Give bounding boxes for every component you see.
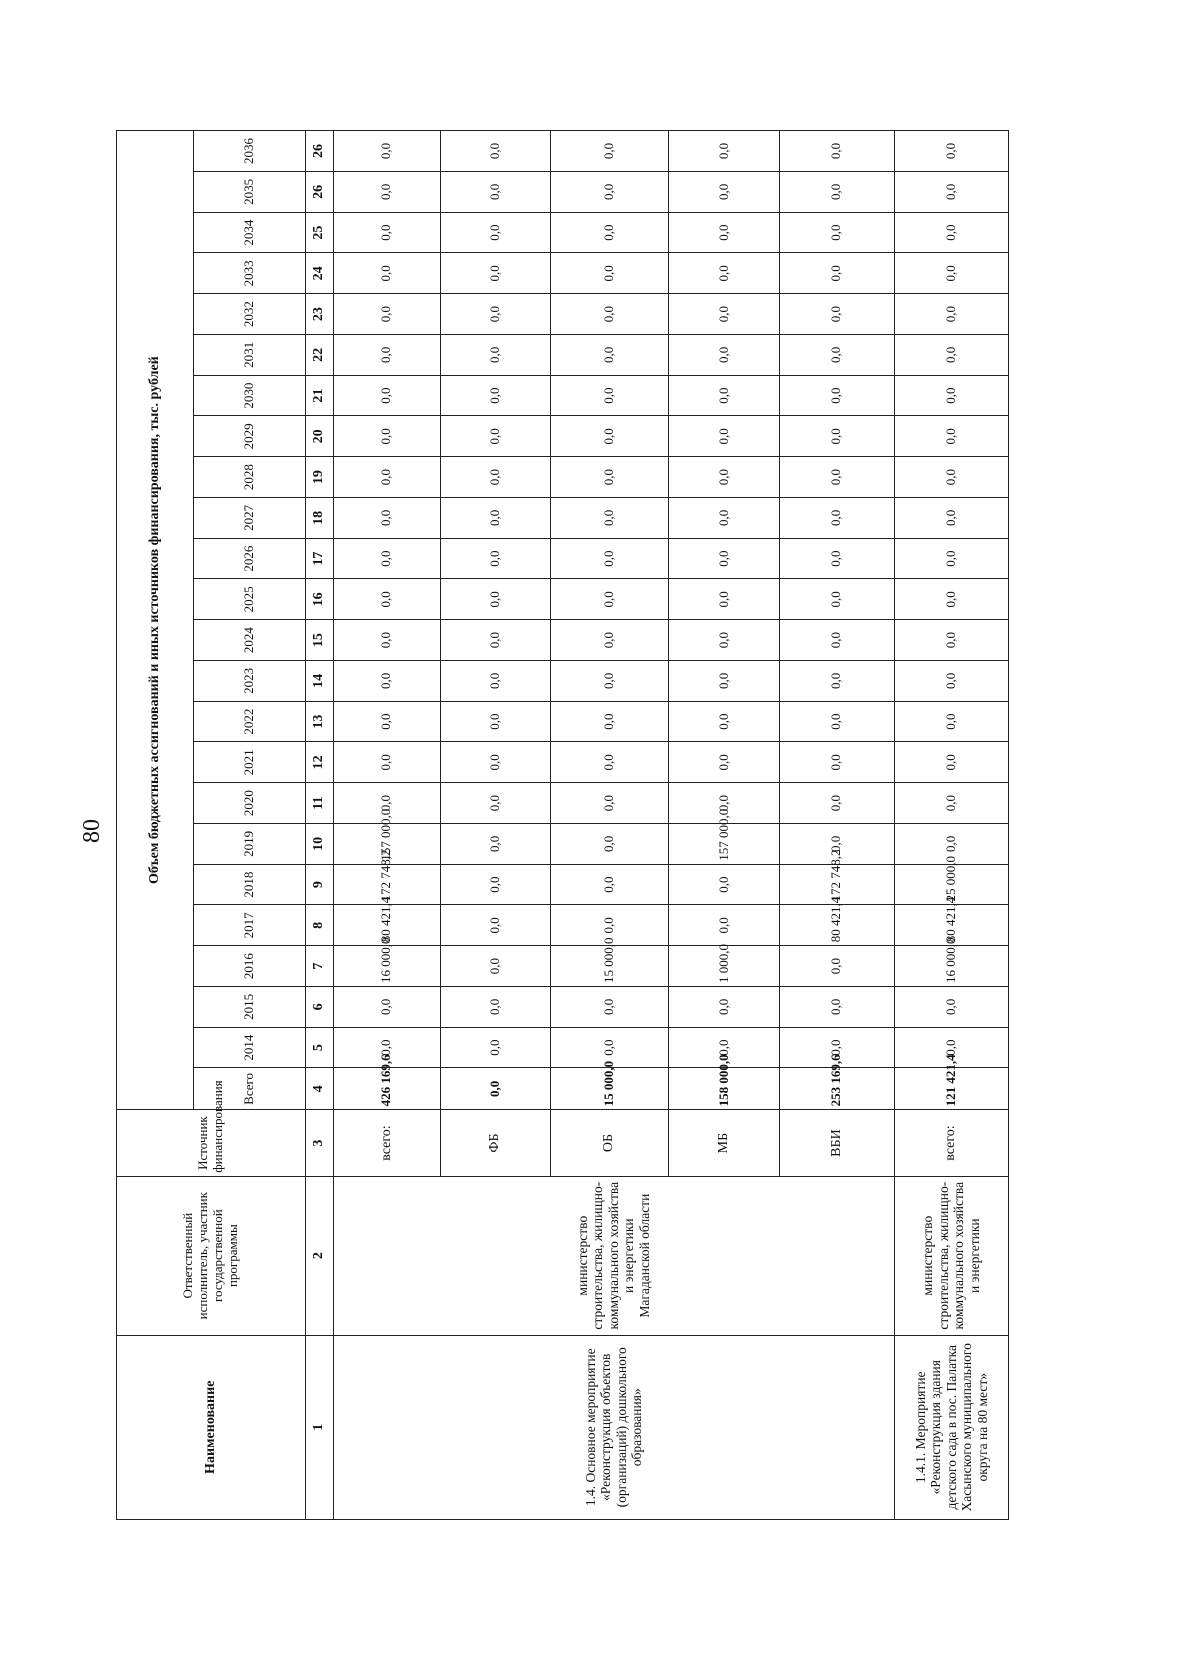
activity-name: 1.4. Основное мероприятие «Реконструкция объектов (организаций) дошкольного образования» xyxy=(333,1335,894,1519)
column-number: 21 xyxy=(306,375,334,416)
column-number-row xyxy=(306,131,334,1520)
year-value: 0,0 xyxy=(333,294,440,335)
year-value: 0,0 xyxy=(333,334,440,375)
column-number: 2 xyxy=(306,1176,334,1335)
header-year: 2030 xyxy=(193,375,305,416)
year-value: 0,0 xyxy=(440,579,550,620)
year-value: 0,0 xyxy=(669,538,780,579)
header-total: Всего xyxy=(193,1068,305,1110)
year-value: 0,0 xyxy=(550,579,669,620)
funding-source: ФБ xyxy=(440,1110,550,1176)
year-value: 0,0 xyxy=(333,701,440,742)
column-number: 23 xyxy=(306,294,334,335)
year-value: 0,0 xyxy=(333,783,440,824)
header-year: 2023 xyxy=(193,660,305,701)
year-value: 16 000,0 xyxy=(333,946,440,987)
year-value: 0,0 xyxy=(780,742,894,783)
year-value: 0,0 xyxy=(440,783,550,824)
funding-source: всего: xyxy=(894,1110,1008,1176)
year-value: 0,0 xyxy=(550,660,669,701)
year-value: 0,0 xyxy=(333,497,440,538)
column-number: 14 xyxy=(306,660,334,701)
year-value: 0,0 xyxy=(333,579,440,620)
header-year: 2031 xyxy=(193,334,305,375)
column-number: 7 xyxy=(306,946,334,987)
year-value: 0,0 xyxy=(440,620,550,661)
year-value: 0,0 xyxy=(780,579,894,620)
year-value: 0,0 xyxy=(894,334,1008,375)
header-year: 2025 xyxy=(193,579,305,620)
year-value: 0,0 xyxy=(333,986,440,1027)
budget-table xyxy=(116,130,1009,1520)
year-value: 80 421,4 xyxy=(333,905,440,946)
year-value: 0,0 xyxy=(894,497,1008,538)
table-body xyxy=(117,131,1009,1520)
year-value: 0,0 xyxy=(440,375,550,416)
year-value: 0,0 xyxy=(669,131,780,172)
column-number: 6 xyxy=(306,986,334,1027)
year-value: 0,0 xyxy=(894,375,1008,416)
year-value: 0,0 xyxy=(669,334,780,375)
header-year: 2034 xyxy=(193,212,305,253)
year-value: 0,0 xyxy=(550,701,669,742)
header-year: 2021 xyxy=(193,742,305,783)
column-number: 13 xyxy=(306,701,334,742)
year-value: 0,0 xyxy=(669,742,780,783)
year-value: 0,0 xyxy=(780,783,894,824)
year-value: 0,0 xyxy=(333,1027,440,1068)
year-value: 0,0 xyxy=(780,620,894,661)
year-value: 0,0 xyxy=(440,212,550,253)
year-value: 0,0 xyxy=(440,905,550,946)
page-number: 80 xyxy=(79,819,105,843)
year-value: 0,0 xyxy=(440,457,550,498)
year-value: 80 421,4 xyxy=(780,905,894,946)
year-value: 0,0 xyxy=(550,294,669,335)
year-value: 0,0 xyxy=(780,334,894,375)
year-value: 0,0 xyxy=(550,905,669,946)
header-year: 2016 xyxy=(193,946,305,987)
year-value: 0,0 xyxy=(333,457,440,498)
table-row xyxy=(894,131,1008,1520)
column-number: 17 xyxy=(306,538,334,579)
total-value: 0,0 xyxy=(440,1068,550,1110)
column-number: 8 xyxy=(306,905,334,946)
year-value: 0,0 xyxy=(780,253,894,294)
rotated-table-container xyxy=(116,130,1009,1520)
column-number: 19 xyxy=(306,457,334,498)
year-value: 0,0 xyxy=(440,171,550,212)
header-budget-group: Объем бюджетных ассигнований и иных источников финансирования, тыс. рублей xyxy=(117,131,194,1110)
year-value: 0,0 xyxy=(894,294,1008,335)
header-responsible: Ответственный исполнитель, участник государственной программы xyxy=(117,1176,306,1335)
year-value: 0,0 xyxy=(894,660,1008,701)
year-value: 0,0 xyxy=(333,620,440,661)
header-year: 2026 xyxy=(193,538,305,579)
year-value: 0,0 xyxy=(894,416,1008,457)
header-year: 2017 xyxy=(193,905,305,946)
header-year: 2035 xyxy=(193,171,305,212)
year-value: 0,0 xyxy=(440,946,550,987)
year-value: 0,0 xyxy=(333,212,440,253)
year-value: 0,0 xyxy=(780,823,894,864)
year-value: 0,0 xyxy=(440,823,550,864)
column-number: 20 xyxy=(306,416,334,457)
year-value: 0,0 xyxy=(550,457,669,498)
year-value: 0,0 xyxy=(550,497,669,538)
year-value: 0,0 xyxy=(550,171,669,212)
year-value: 0,0 xyxy=(669,212,780,253)
year-value: 0,0 xyxy=(550,1027,669,1068)
year-value: 1 000,0 xyxy=(669,946,780,987)
total-value: 15 000,0 xyxy=(550,1068,669,1110)
year-value: 0,0 xyxy=(780,294,894,335)
table-row xyxy=(333,131,440,1520)
year-value: 0,0 xyxy=(669,701,780,742)
year-value: 0,0 xyxy=(550,783,669,824)
year-value: 0,0 xyxy=(780,660,894,701)
column-number: 3 xyxy=(306,1110,334,1176)
year-value: 0,0 xyxy=(780,457,894,498)
year-value: 0,0 xyxy=(440,294,550,335)
year-value: 0,0 xyxy=(780,497,894,538)
year-value: 0,0 xyxy=(669,783,780,824)
column-number: 9 xyxy=(306,864,334,905)
year-value: 0,0 xyxy=(780,946,894,987)
year-value: 0,0 xyxy=(440,253,550,294)
year-value: 0,0 xyxy=(550,742,669,783)
year-value: 0,0 xyxy=(894,701,1008,742)
year-value: 0,0 xyxy=(333,742,440,783)
year-value: 0,0 xyxy=(894,823,1008,864)
header-row-group xyxy=(117,131,194,1520)
year-value: 0,0 xyxy=(669,497,780,538)
year-value: 0,0 xyxy=(669,416,780,457)
year-value: 15 000,0 xyxy=(550,946,669,987)
year-value: 25 000,0 xyxy=(894,864,1008,905)
year-value: 0,0 xyxy=(440,538,550,579)
total-value: 253 169,6 xyxy=(780,1068,894,1110)
year-value: 157 000,0 xyxy=(669,823,780,864)
header-name: Наименование xyxy=(117,1335,306,1519)
header-year: 2018 xyxy=(193,864,305,905)
year-value: 16 000,0 xyxy=(894,946,1008,987)
header-year: 2029 xyxy=(193,416,305,457)
year-value: 0,0 xyxy=(780,375,894,416)
year-value: 0,0 xyxy=(669,171,780,212)
column-number: 18 xyxy=(306,497,334,538)
year-value: 0,0 xyxy=(333,375,440,416)
year-value: 0,0 xyxy=(780,131,894,172)
year-value: 0,0 xyxy=(333,131,440,172)
year-value: 0,0 xyxy=(550,334,669,375)
year-value: 0,0 xyxy=(780,538,894,579)
year-value: 0,0 xyxy=(669,905,780,946)
header-year: 2032 xyxy=(193,294,305,335)
column-number: 1 xyxy=(306,1335,334,1519)
year-value: 0,0 xyxy=(669,660,780,701)
year-value: 0,0 xyxy=(333,171,440,212)
column-number: 22 xyxy=(306,334,334,375)
column-number: 26 xyxy=(306,131,334,172)
year-value: 0,0 xyxy=(894,986,1008,1027)
year-value: 0,0 xyxy=(440,416,550,457)
year-value: 0,0 xyxy=(894,783,1008,824)
column-number: 15 xyxy=(306,620,334,661)
column-number: 16 xyxy=(306,579,334,620)
year-value: 0,0 xyxy=(780,986,894,1027)
year-value: 0,0 xyxy=(440,131,550,172)
year-value: 0,0 xyxy=(894,620,1008,661)
responsible-executor: министерство строительства, жилищно-коммунального хозяйства и энергетики xyxy=(894,1176,1008,1335)
total-value: 158 000,0 xyxy=(669,1068,780,1110)
year-value: 0,0 xyxy=(894,171,1008,212)
year-value: 0,0 xyxy=(440,1027,550,1068)
year-value: 0,0 xyxy=(550,375,669,416)
column-number: 24 xyxy=(306,253,334,294)
year-value: 0,0 xyxy=(550,253,669,294)
year-value: 0,0 xyxy=(894,131,1008,172)
header-year: 2027 xyxy=(193,497,305,538)
year-value: 0,0 xyxy=(780,416,894,457)
year-value: 0,0 xyxy=(894,742,1008,783)
year-value: 172 748,2 xyxy=(780,864,894,905)
funding-source: МБ xyxy=(669,1110,780,1176)
year-value: 0,0 xyxy=(669,375,780,416)
year-value: 0,0 xyxy=(780,171,894,212)
year-value: 0,0 xyxy=(550,864,669,905)
year-value: 0,0 xyxy=(440,660,550,701)
header-year: 2015 xyxy=(193,986,305,1027)
year-value: 0,0 xyxy=(669,579,780,620)
year-value: 0,0 xyxy=(550,212,669,253)
year-value: 0,0 xyxy=(440,742,550,783)
year-value: 0,0 xyxy=(550,823,669,864)
header-year: 2028 xyxy=(193,457,305,498)
header-year: 2022 xyxy=(193,701,305,742)
year-value: 0,0 xyxy=(440,334,550,375)
header-year: 2024 xyxy=(193,620,305,661)
year-value: 0,0 xyxy=(669,253,780,294)
header-year: 2014 xyxy=(193,1027,305,1068)
year-value: 0,0 xyxy=(780,701,894,742)
year-value: 0,0 xyxy=(550,620,669,661)
year-value: 0,0 xyxy=(669,457,780,498)
year-value: 0,0 xyxy=(333,660,440,701)
year-value: 0,0 xyxy=(894,579,1008,620)
header-year: 2033 xyxy=(193,253,305,294)
column-number: 10 xyxy=(306,823,334,864)
column-number: 25 xyxy=(306,212,334,253)
year-value: 0,0 xyxy=(440,986,550,1027)
year-value: 0,0 xyxy=(669,1027,780,1068)
responsible-executor: министерство строительства, жилищно-коммунального хозяйства и энергетики Магаданской области xyxy=(333,1176,894,1335)
year-value: 0,0 xyxy=(550,986,669,1027)
year-value: 0,0 xyxy=(333,416,440,457)
year-value: 0,0 xyxy=(669,620,780,661)
year-value: 0,0 xyxy=(894,253,1008,294)
year-value: 0,0 xyxy=(894,212,1008,253)
year-value: 0,0 xyxy=(894,457,1008,498)
total-value: 121 421,4 xyxy=(894,1068,1008,1110)
year-value: 0,0 xyxy=(333,538,440,579)
column-number: 4 xyxy=(306,1068,334,1110)
year-value: 0,0 xyxy=(780,212,894,253)
column-number: 11 xyxy=(306,783,334,824)
year-value: 0,0 xyxy=(669,864,780,905)
year-value: 0,0 xyxy=(894,1027,1008,1068)
header-year: 2020 xyxy=(193,783,305,824)
year-value: 0,0 xyxy=(894,538,1008,579)
year-value: 172 748,2 xyxy=(333,864,440,905)
year-value: 0,0 xyxy=(333,253,440,294)
year-value: 0,0 xyxy=(440,497,550,538)
year-value: 0,0 xyxy=(669,986,780,1027)
column-number: 26 xyxy=(306,171,334,212)
year-value: 0,0 xyxy=(440,701,550,742)
year-value: 0,0 xyxy=(550,131,669,172)
activity-name: 1.4.1. Мероприятие «Реконструкция здания детского сада в пос. Палатка Хасынского муниципального округа на 80 мест» xyxy=(894,1335,1008,1519)
funding-source: ВБИ xyxy=(780,1110,894,1176)
header-source: Источник финансирования xyxy=(117,1110,306,1176)
header-year: 2019 xyxy=(193,823,305,864)
year-value: 0,0 xyxy=(550,416,669,457)
year-value: 0,0 xyxy=(440,864,550,905)
year-value: 0,0 xyxy=(780,1027,894,1068)
column-number: 5 xyxy=(306,1027,334,1068)
total-value: 426 169,6 xyxy=(333,1068,440,1110)
year-value: 80 421,4 xyxy=(894,905,1008,946)
header-year: 2036 xyxy=(193,131,305,172)
year-value: 0,0 xyxy=(550,538,669,579)
year-value: 157 000,0 xyxy=(333,823,440,864)
year-value: 0,0 xyxy=(669,294,780,335)
column-number: 12 xyxy=(306,742,334,783)
funding-source: ОБ xyxy=(550,1110,669,1176)
funding-source: всего: xyxy=(333,1110,440,1176)
